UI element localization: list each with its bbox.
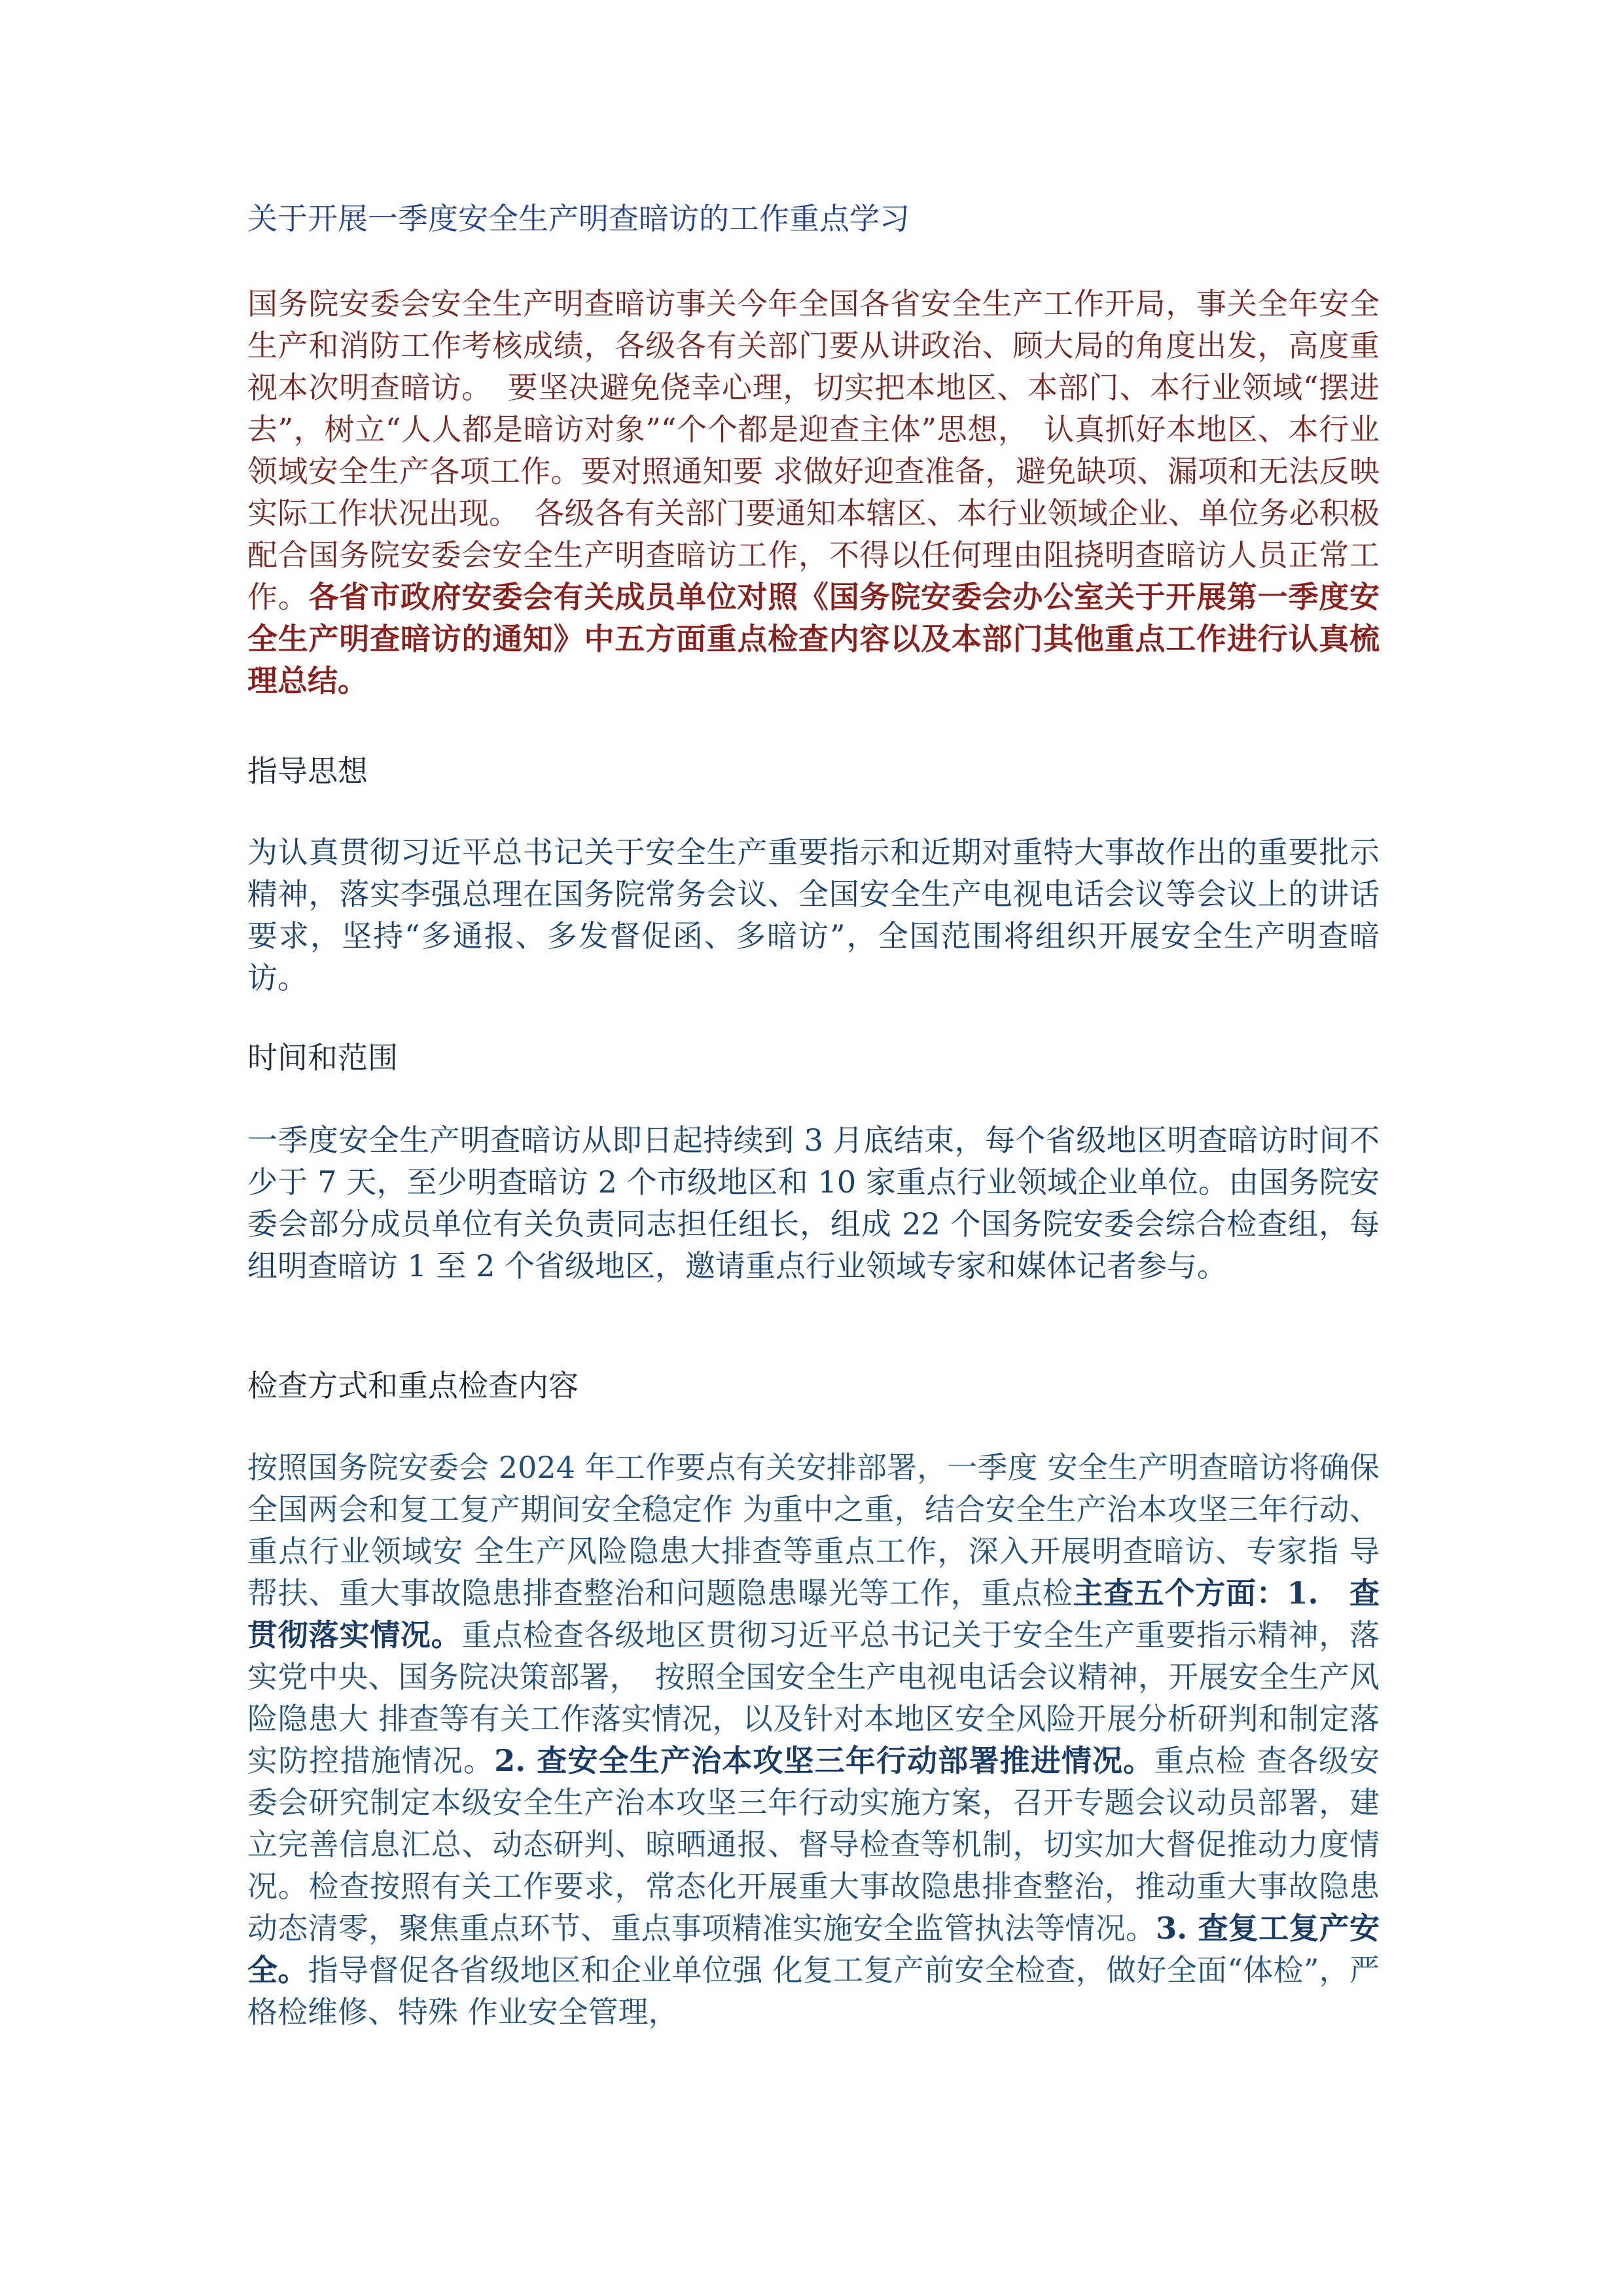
document-title: 关于开展一季度安全生产明查暗访的工作重点学习: [247, 201, 910, 236]
inspection-text-4: 指导督促各省级地区和企业单位强 化复工复产前安全检查，做好全面“体检”，严格检维修、特殊 作业安全管理，: [247, 1952, 1380, 2030]
inspection-text-2: 重点检查各级地区贯彻习近平总书记关于安全生产重要指示精神，落实党中央、国务院决策部署， 按照全国安全生产电视电话会议精神，开展安全生产风险隐患大 排查等有关工作落实情况，以及针对本地区安全风险开展分析研判和制定落实防控措施情况。: [247, 1617, 1380, 1778]
inspection-text-1: 按照国务院安委会 2024 年工作要点有关安排部署，一季度 安全生产明查暗访将确保全国两会和复工复产期间安全稳定作 为重中之重，结合安全生产治本攻坚三年行动、重点行业领域安 全生产风险隐患大排查等重点工作，深入开展明查暗访、专家指 导帮扶、重大事故隐患排查整治和问题隐患曝光等工作，重点检: [247, 1450, 1380, 1611]
time-and-scope-paragraph: 一季度安全生产明查暗访从即日起持续到 3 月底结束，每个省级地区明查暗访时间不少于 7 天，至少明查暗访 2 个市级地区和 10 家重点行业领域企业单位。由国务院安委会部分成员单位有关负责同志担任组长，组成 22 个国务院安委会综合检查组，每组明查暗访 1 至 2 个省级地区，邀请重点行业领域专家和媒体记者参与。: [247, 1122, 1380, 1283]
section-heading-inspection-method: 检查方式和重点检查内容: [247, 1368, 579, 1403]
intro-text: 国务院安委会安全生产明查暗访事关今年全国各省安全生产工作开局，事关全年安全生产和消防工作考核成绩，各级各有关部门要从讲政治、顾大局的角度出发，高度重视本次明查暗访。 要坚决避免侥幸心理，切实把本地区、本部门、本行业领域“摆进去”，树立“人人都是暗访对象”“个个都是迎查主体”思想， 认真抓好本地区、本行业领域安全生产各项工作。要对照通知要 求做好迎查准备，避免缺项、漏项和无法反映实际工作状况出现。 各级各有关部门要通知本辖区、本行业领域企业、单位务必积极配合国务院安委会安全生产明查暗访工作，不得以任何理由阻挠明查暗访人员正常工作。: [247, 286, 1380, 615]
inspection-method-paragraph: [247, 1446, 1380, 2033]
section-heading-guiding-thought: 指导思想: [247, 753, 368, 789]
inspection-emphasis-2: 2. 查安全生产治本攻坚三年行动部署推进情况。: [494, 1743, 1154, 1778]
inspection-emphasis-1: 主查五个方面：1. 查贯彻落实情况。: [247, 1575, 1380, 1653]
section-heading-time-and-scope: 时间和范围: [247, 1040, 398, 1075]
inspection-emphasis-3: 3. 查复工复产安全。: [247, 1910, 1380, 1988]
guiding-thought-paragraph: 为认真贯彻习近平总书记关于安全生产重要指示和近期对重特大事故作出的重要批示精神，落实李强总理在国务院常务会议、全国安全生产电视电话会议等会议上的讲话要求，坚持“多通报、多发督促函、多暗访”，全国范围将组织开展安全生产明查暗访。: [247, 834, 1380, 996]
intro-emphasis-text: 各省市政府安委会有关成员单位对照《国务院安委会办公室关于开展第一季度安全生产明查暗访的通知》中五方面重点检查内容以及本部门其他重点工作进行认真梳理总结。: [247, 579, 1380, 698]
intro-paragraph: [247, 283, 1380, 702]
inspection-text-3: 重点检 查各级安委会研究制定本级安全生产治本攻坚三年行动实施方案，召开专题会议动员部署，建立完善信息汇总、动态研判、晾晒通报、督导检查等机制，切实加大督促推动力度情况。检查按照有关工作要求，常态化开展重大事故隐患排查整治，推动重大事故隐患动态清零，聚焦重点环节、重点事项精准实施安全监管执法等情况。: [247, 1743, 1380, 1946]
